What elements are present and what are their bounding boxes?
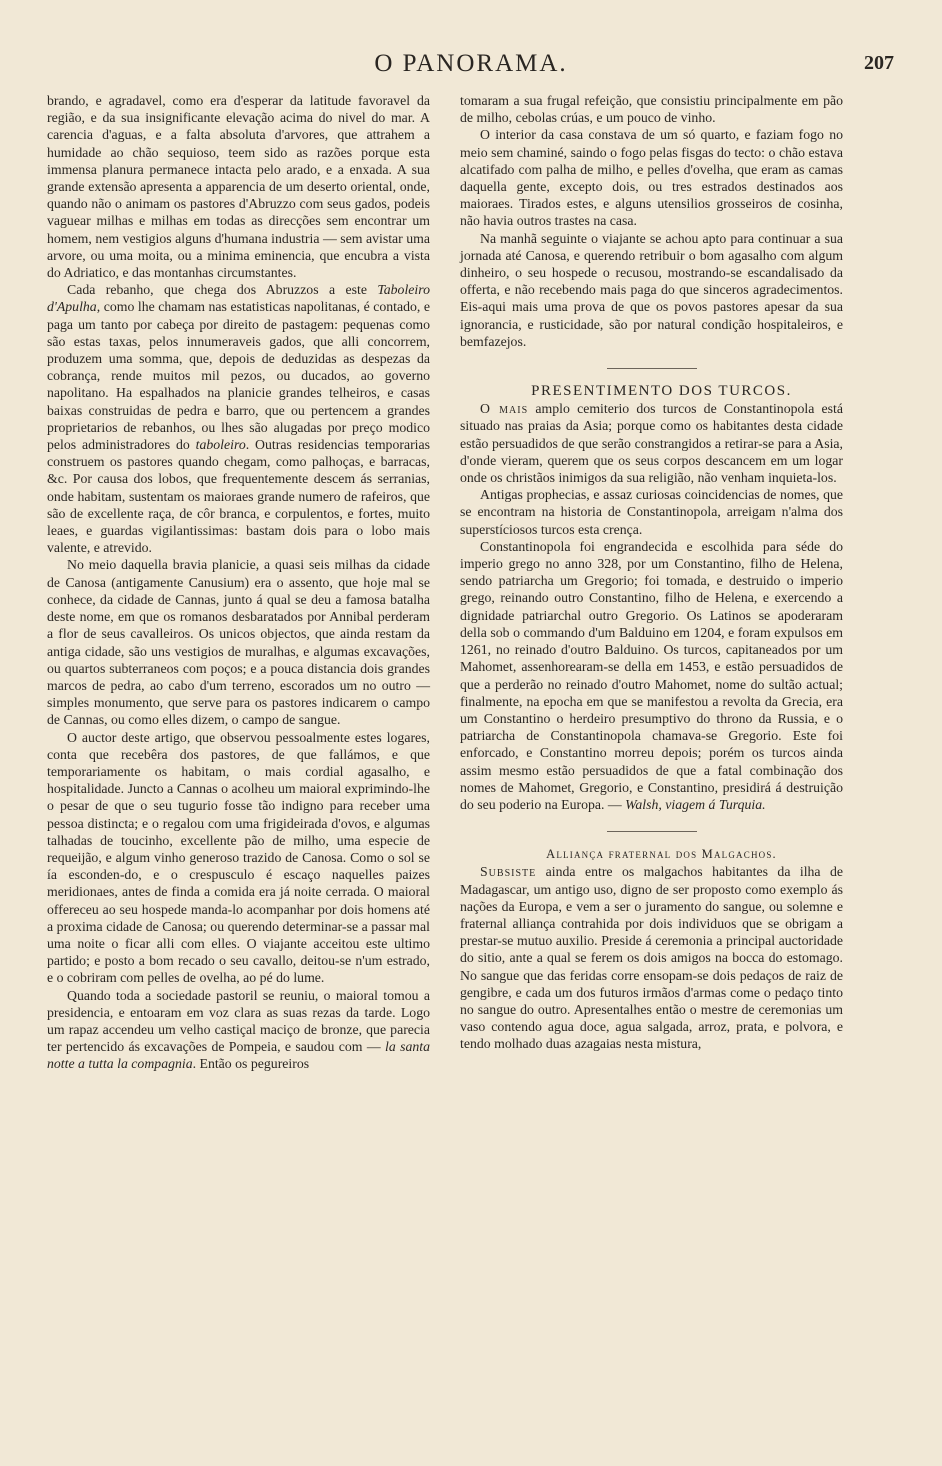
masthead [48, 50, 894, 82]
paragraph: Antigas prophecias, e assaz curiosas coincidencias de nomes, que se encontram na historia de Constantinopola, arreigam n'alma dos superstíciosos turcos esta crença. [460, 487, 843, 537]
paragraph: O mais amplo cemiterio dos turcos de Constantinopola está situado nas praias da Asia; porque como os habitantes desta cidade estão persuadidos de que serão constrangidos a retirar-se para a Asia, d'onde vieram, querem que os seus corpos descancem em um logar onde os christãos inimigos da sua religião, não venham inquieta-los. [460, 401, 844, 486]
paragraph: O interior da casa constava de um só quarto, e faziam fogo no meio sem chaminé, saindo o fogo pelas fisgas do tecto: o chão estava alcatifado com palha de milho, e pelles d'ovelha, que eram as camas daquella gente, excepto dois, ou tres estrados destinados aos maioraes. Tirados estes, e alguns utensilios grosseiros de cosinha, não havia outros trastes na casa. [460, 127, 843, 229]
page-number: 207 [864, 52, 894, 74]
citation: Walsh, viagem á Turquia. [625, 796, 766, 812]
paragraph: O auctor deste artigo, que observou pessoalmente estes logares, conta que recebêra dos pastores, de que fallámos, e que temporariamente os habitam, o mais cordial agasalho, e hospitalidade. Juncto a Cannas o acolheu um maioral exprimindo-lhe o pesar de que o seu tugurio fosse tão indigno para receber uma pessoa distincta; e o regalou com uma frigideirada d'ovos, e algumas talhadas de toucinho, excellente pão de milho, uma especie de requeijão, e algum vinho generoso trazido de Canosa. Como o sol se ía esconden-do, e o crespusculo é escaço naquelles paizes meridionaes, antes de finda a comida era já noite cerrada. O maioral offereceu ao seu hospede manda-lo acompanhar por dois homens até a proxima cidade de Canosa; ou querendo determinar-se a passar mal uma noite o ficar alli com elles. O viajante acceitou este ultimo partido; e posto a bom recado o seu cavallo, deitou-se n'um estrado, e o cobriram com pelles de ovelha, ao pé do lume. [47, 729, 430, 986]
section-divider [607, 831, 697, 832]
paragraph: No meio daquella bravia planicie, a quasi seis milhas da cidade de Canosa (antigamente Canusium) era o assento, que hoje mal se conhece, da cidade de Cannas, junto á qual se deu a famosa batalha deste nome, em que os romanos desbaratados por Annibal perderam a flor de seus cavalleiros. Os unicos objectos, que ainda restam da antiga cidade, são uns vestigios de muralhas, e algumas excavações, ou quartos subterraneos com poços; e a pouca distancia dois grandes marcos de pedra, ao cabo d'um terreno, escorados um no outro — simples monumento, que serve para os pastores indicarem o campo de Cannas, ou como elles dizem, o campo de sangue. [47, 557, 430, 728]
article-heading: PRESENTIMENTO DOS TURCOS. [531, 383, 792, 400]
paragraph: Cada rebanho, que chega dos Abruzzos a este Taboleiro d'Apulha, como lhe chamam nas estatisticas napolitanas, é contado, e paga um tanto por cabeça por direito de pastagem: pequenas como são estas taxas, pelos innumeraveis gados, que alli concorrem, produzem uma somma, que, depois de deduzidas as despezas da cobrança, rende muitos mil pezos, ou ducados, ao governo napolitano. Ha espalhados na planicie grandes telheiros, e casas baixas construidas de pedra e barro, que ou pertencem a grandes proprietarios de rebanhos, ou lhes são alugadas por preço modico pelos administradores do taboleiro. Outras residencias temporarias construem os pastores quando chegam, como palhoças, e barracas, &c. Por causa dos lobos, que frequentemente descem ás serranias, onde habitam, sustentam os maioraes grande numero de rafeiros, que são de excellente raça, de côr branca, e corpulentos, e fortes, muito leaes, e guardas vigilantissimas: bastam dois para o lobo mais valente, e atrevido. [47, 282, 430, 556]
paragraph: Quando toda a sociedade pastoril se reuniu, o maioral tomou a presidencia, e entoaram em voz clara as suas rezas da tarde. Logo um rapaz accendeu um velho castiçal maciço de bronze, que parecia ter pertencido ás excavações de Pompeia, e saudou com — la santa notte a tutta la compagnia. Então os pegureiros [47, 987, 430, 1072]
italic-term: Taboleiro d'Apulha [47, 282, 430, 315]
italic-quote: la santa notte a tutta la compagnia [47, 1039, 430, 1072]
paragraph: tomaram a sua frugal refeição, que consistiu principalmente em pão de milho, cebolas crúas, e um pouco de vinho. [460, 93, 843, 126]
left-column [47, 92, 430, 1073]
italic-term: taboleiro [195, 437, 246, 453]
paragraph: Subsiste ainda entre os malgachos habitantes da ilha de Madagascar, um antigo uso, digno de ser proposto como exemplo ás nações da Europa, e vem a ser o juramento do sangue, ou solemne e fraternal alliança contrahida por dois individuos que se obrigam a prestar-se mutuo auxilio. Preside á ceremonia a principal auctoridade do sitio, ante a qual se ferem os dois amigos na bocca do estomago. No sangue que das feridas corre ensopam-se dois pedaços de raiz de gengibre, e cada um dos futuros irmãos d'armas come o pedaço tinto no sangue do outro. Apresentalhes então o mestre de ceremonias um vaso contendo agua doce, agua salgada, arroz, prata, e polvora, e tendo molhado duas azagaias nesta mistura, [460, 864, 843, 1052]
paragraph: brando, e agradavel, como era d'esperar da latitude favoravel da região, e da sua insignificante elevação acima do nivel do mar. A carencia d'aguas, e a falta absoluta d'arvores, que attrahem a humidade ao chão sequioso, teem sido as razões porque esta immensa planura permanece intacta pelo arado, e a enxada. A sua grande extensão apresenta a apparencia de um deserto oriental, onde, quando não o animam os pastores d'Abruzzo com seus gados, podeis vaguear milhas e milhas em todas as direcções sem encontrar um homem, nem vestigios alguns d'humana industria — sem avistar uma arvore, ou uma moita, ou a minima eminencia, que encubra a vista do Adriatico, e das montanhas circumstantes. [47, 93, 430, 281]
lead-in: O mais [480, 401, 529, 417]
lead-in: Subsiste [480, 864, 537, 880]
paragraph: Constantinopola foi engrandecida e escolhida para séde do imperio grego no anno 328, por um Constantino, filho de Helena, sendo patriarcha um Gregorio; foi tomada, e destruido o imperio grego, reinando outro Constantino, filho de Helena, e exercendo a dignidade patriarchal outro Gregorio. Os Latinos se apoderaram della sob o commando d'um Balduino em 1204, e foram expulsos em 1261, no reinado d'outro Balduino. Os turcos, capitaneados por um Mahomet, assenhorearam-se della em 1453, e estão persuadidos de que a perderão no reinado d'outro Mahomet, nome do sultão actual; finalmente, na epocha em que se manifestou a revolta da Grecia, era um Constantino o herdeiro presumptivo do throno da Russia, e o patriarcha de Constantinopola chamava-se Gregorio. Este foi enforcado, e Constantino morreu depois; porém os turcos ainda assim mesmo estão persuadidos de que a fatal combinação dos nomes de Mahomet, Gregorio, e Constantino, presidirá á destruição do seu poderio na Europa. — Walsh, viagem á Turquia. [460, 538, 843, 812]
paragraph: Na manhã seguinte o viajante se achou apto para continuar a sua jornada até Canosa, e querendo retribuir o bom agasalho com algum dinheiro, o seu hospede o recusou, mostrando-se escandalisado da offerta, e não recebendo mais paga do que sinceros agradecimentos. Eis-aqui mais uma prova de que os povos pastores apesar da sua ignorancia, e rusticidade, são por natural condição hospitaleiros, e bemfazejos. [460, 230, 843, 349]
article-heading: Alliança fraternal dos Malgachos. [546, 847, 777, 862]
publication-title: O PANORAMA. [374, 50, 568, 77]
right-column [460, 92, 843, 1053]
section-divider [607, 368, 697, 369]
